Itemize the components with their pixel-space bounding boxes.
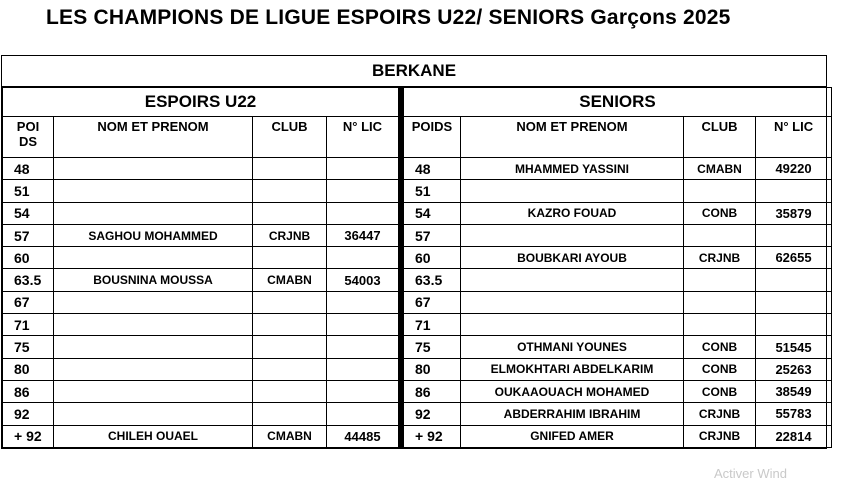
weight-cell: 48 xyxy=(3,158,54,180)
table-row xyxy=(404,336,832,358)
weight-cell: 51 xyxy=(3,180,54,202)
espoirs-header-weight: POI DS xyxy=(3,117,54,158)
weight-cell: 67 xyxy=(404,291,461,313)
weight-cell: 92 xyxy=(404,403,461,425)
name-cell xyxy=(54,158,253,180)
name-cell: SAGHOU MOHAMMED xyxy=(54,224,253,246)
table-row xyxy=(404,180,832,202)
club-cell: CMABN xyxy=(253,425,327,447)
name-cell xyxy=(54,202,253,224)
license-cell: 49220 xyxy=(756,158,832,180)
table-row xyxy=(404,291,832,313)
license-cell xyxy=(327,180,399,202)
club-cell xyxy=(684,269,756,291)
weight-cell: 63.5 xyxy=(404,269,461,291)
license-cell: 38549 xyxy=(756,380,832,402)
table-row xyxy=(3,291,399,313)
club-cell xyxy=(253,314,327,336)
club-cell xyxy=(253,403,327,425)
espoirs-title: ESPOIRS U22 xyxy=(3,88,399,117)
name-cell: MHAMMED YASSINI xyxy=(461,158,684,180)
weight-cell: 57 xyxy=(404,224,461,246)
license-cell xyxy=(327,291,399,313)
club-cell xyxy=(684,224,756,246)
weight-cell: 60 xyxy=(404,247,461,269)
weight-cell: 92 xyxy=(3,403,54,425)
weight-cell: 54 xyxy=(404,202,461,224)
name-cell: KAZRO FOUAD xyxy=(461,202,684,224)
club-cell xyxy=(684,180,756,202)
name-cell: CHILEH OUAEL xyxy=(54,425,253,447)
weight-cell: 71 xyxy=(3,314,54,336)
name-cell xyxy=(461,180,684,202)
license-cell: 25263 xyxy=(756,358,832,380)
name-cell: OTHMANI YOUNES xyxy=(461,336,684,358)
table-row xyxy=(3,269,399,291)
license-cell: 22814 xyxy=(756,425,832,447)
document-title: LES CHAMPIONS DE LIGUE ESPOIRS U22/ SENIORS Garçons 2025 xyxy=(46,6,731,29)
name-cell xyxy=(461,314,684,336)
weight-cell: 80 xyxy=(3,358,54,380)
weight-cell: 80 xyxy=(404,358,461,380)
table-row xyxy=(404,358,832,380)
club-cell: CRJNB xyxy=(684,403,756,425)
club-cell: CONB xyxy=(684,380,756,402)
weight-cell: 67 xyxy=(3,291,54,313)
espoirs-rows xyxy=(3,158,399,448)
weight-cell: + 92 xyxy=(404,425,461,447)
club-cell xyxy=(253,180,327,202)
espoirs-header-license: N° LIC xyxy=(327,117,399,158)
license-cell xyxy=(756,291,832,313)
club-cell: CMABN xyxy=(253,269,327,291)
license-cell: 44485 xyxy=(327,425,399,447)
name-cell xyxy=(461,224,684,246)
seniors-header-license: N° LIC xyxy=(756,117,832,158)
license-cell: 55783 xyxy=(756,403,832,425)
club-cell xyxy=(253,358,327,380)
club-cell: CRJNB xyxy=(684,425,756,447)
name-cell: BOUSNINA MOUSSA xyxy=(54,269,253,291)
name-cell: ABDERRAHIM IBRAHIM xyxy=(461,403,684,425)
license-cell xyxy=(327,380,399,402)
weight-cell: 86 xyxy=(3,380,54,402)
weight-cell: 75 xyxy=(3,336,54,358)
license-cell xyxy=(327,403,399,425)
table-row xyxy=(3,224,399,246)
weight-cell: 51 xyxy=(404,180,461,202)
espoirs-header-club: CLUB xyxy=(253,117,327,158)
license-cell: 62655 xyxy=(756,247,832,269)
license-cell xyxy=(756,269,832,291)
weight-cell: 75 xyxy=(404,336,461,358)
seniors-title: SENIORS xyxy=(404,88,832,117)
name-cell: BOUBKARI AYOUB xyxy=(461,247,684,269)
name-cell xyxy=(54,336,253,358)
license-cell xyxy=(756,314,832,336)
club-cell: CRJNB xyxy=(253,224,327,246)
club-cell: CMABN xyxy=(684,158,756,180)
name-cell: OUKAAOUACH MOHAMED xyxy=(461,380,684,402)
seniors-header-weight: POIDS xyxy=(404,117,461,158)
name-cell xyxy=(461,291,684,313)
club-cell: CONB xyxy=(684,202,756,224)
license-cell xyxy=(327,202,399,224)
table-row xyxy=(3,247,399,269)
table-row xyxy=(3,158,399,180)
club-cell xyxy=(253,380,327,402)
weight-cell: 60 xyxy=(3,247,54,269)
license-cell xyxy=(327,336,399,358)
license-cell xyxy=(327,358,399,380)
table-row xyxy=(404,403,832,425)
table-row xyxy=(404,224,832,246)
license-cell xyxy=(327,247,399,269)
license-cell: 36447 xyxy=(327,224,399,246)
club-cell xyxy=(253,158,327,180)
name-cell xyxy=(54,358,253,380)
license-cell: 54003 xyxy=(327,269,399,291)
watermark-text: Activer Wind xyxy=(714,466,787,481)
table-row xyxy=(3,202,399,224)
license-cell xyxy=(756,180,832,202)
name-cell xyxy=(54,247,253,269)
table-row xyxy=(3,336,399,358)
club-cell xyxy=(253,202,327,224)
club-cell: CONB xyxy=(684,336,756,358)
table-row xyxy=(3,425,399,447)
name-cell xyxy=(54,403,253,425)
name-cell xyxy=(461,269,684,291)
weight-cell: 54 xyxy=(3,202,54,224)
name-cell xyxy=(54,314,253,336)
table-row xyxy=(404,202,832,224)
club-cell: CONB xyxy=(684,358,756,380)
weight-cell: 48 xyxy=(404,158,461,180)
espoirs-table xyxy=(2,87,399,448)
name-cell xyxy=(54,291,253,313)
table-row xyxy=(404,158,832,180)
weight-cell: 57 xyxy=(3,224,54,246)
seniors-header-name: NOM ET PRENOM xyxy=(461,117,684,158)
table-row xyxy=(404,425,832,447)
table-row xyxy=(404,380,832,402)
table-row xyxy=(404,269,832,291)
table-row xyxy=(3,314,399,336)
club-cell xyxy=(253,336,327,358)
weight-cell: 63.5 xyxy=(3,269,54,291)
city-header: BERKANE xyxy=(1,55,827,86)
espoirs-header-name: NOM ET PRENOM xyxy=(54,117,253,158)
results-table xyxy=(1,55,827,449)
name-cell xyxy=(54,380,253,402)
table-row xyxy=(3,380,399,402)
table-row xyxy=(3,403,399,425)
name-cell: GNIFED AMER xyxy=(461,425,684,447)
license-cell: 51545 xyxy=(756,336,832,358)
name-cell: ELMOKHTARI ABDELKARIM xyxy=(461,358,684,380)
license-cell: 35879 xyxy=(756,202,832,224)
seniors-header-club: CLUB xyxy=(684,117,756,158)
license-cell xyxy=(756,224,832,246)
license-cell xyxy=(327,314,399,336)
club-cell: CRJNB xyxy=(684,247,756,269)
table-row xyxy=(3,180,399,202)
weight-cell: 71 xyxy=(404,314,461,336)
club-cell xyxy=(253,247,327,269)
tables-container xyxy=(1,86,827,449)
table-row xyxy=(3,358,399,380)
license-cell xyxy=(327,158,399,180)
club-cell xyxy=(684,314,756,336)
table-row xyxy=(404,314,832,336)
seniors-table xyxy=(403,87,832,448)
club-cell xyxy=(684,291,756,313)
seniors-rows xyxy=(404,158,832,448)
club-cell xyxy=(253,291,327,313)
weight-cell: 86 xyxy=(404,380,461,402)
name-cell xyxy=(54,180,253,202)
weight-cell: + 92 xyxy=(3,425,54,447)
table-row xyxy=(404,247,832,269)
